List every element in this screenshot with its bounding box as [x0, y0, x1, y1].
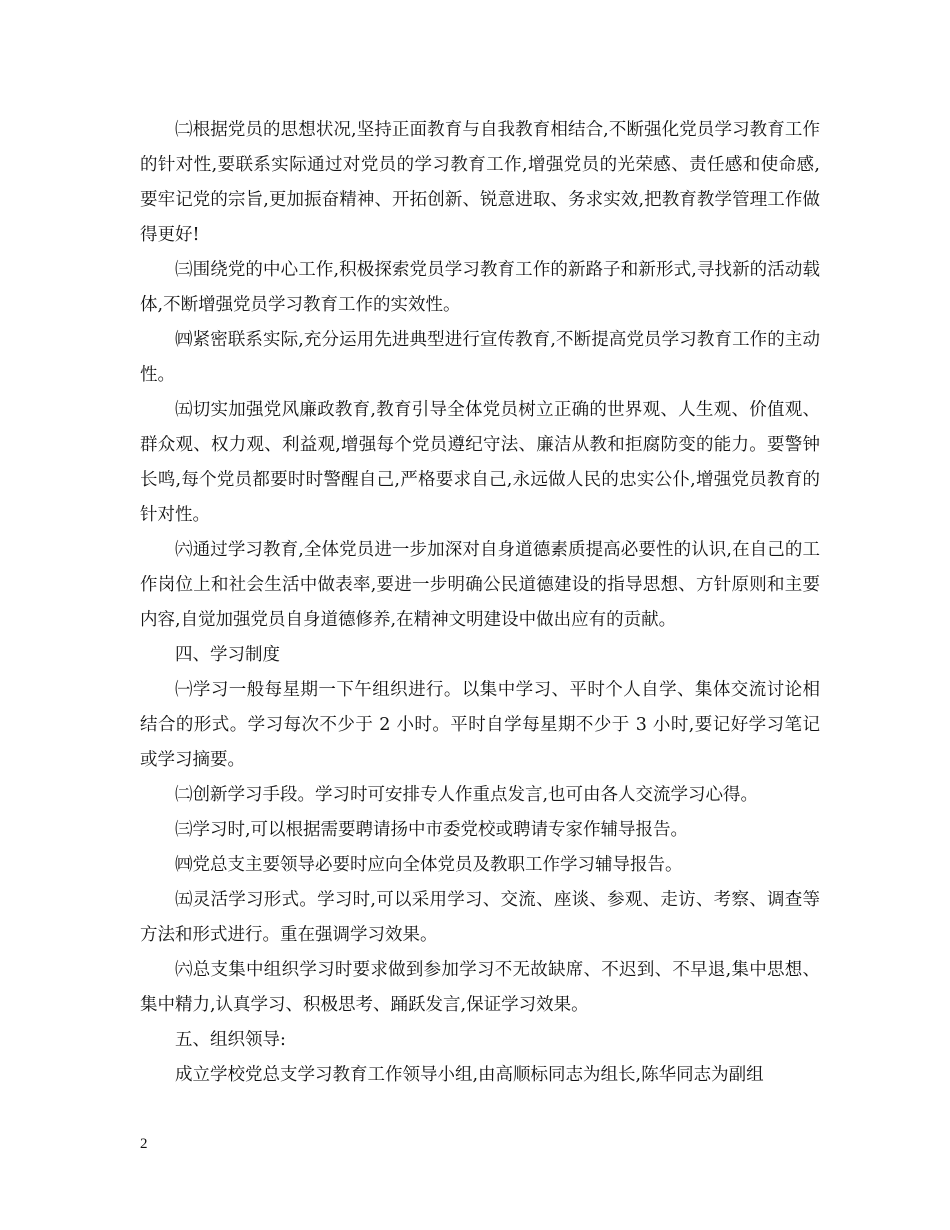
- section-heading-study-system: 四、学习制度: [175, 645, 280, 665]
- section-heading-leadership: 五、组织领导:: [175, 1030, 286, 1050]
- paragraph-party-member-education-6: ㈥通过学习教育,全体党员进一步加深对自身道德素质提高必要性的认识,在自己的工作岗位上和社会生活中做表率,要进一步明确公民道德建设的指导思想、方针原则和主要内容,自觉加强党员自身道德修养,在精神文明建设中做出应有的贡献。: [140, 540, 820, 630]
- paragraph-party-member-education-2: ㈡根据党员的思想状况,坚持正面教育与自我教育相结合,不断强化党员学习教育工作的针对性,要联系实际通过对党员的学习教育工作,增强党员的光荣感、责任感和使命感,要牢记党的宗旨,更加振奋精神、开拓创新、锐意进取、务求实效,把教育教学管理工作做得更好!: [140, 120, 820, 245]
- paragraph-study-system-5: ㈤灵活学习形式。学习时,可以采用学习、交流、座谈、参观、走访、考察、调查等方法和形式进行。重在强调学习效果。: [140, 890, 820, 945]
- paragraph-study-system-3: ㈢学习时,可以根据需要聘请扬中市委党校或聘请专家作辅导报告。: [175, 820, 689, 840]
- paragraph-study-system-4: ㈣党总支主要领导必要时应向全体党员及教职工作学习辅导报告。: [175, 855, 683, 875]
- paragraph-study-system-6: ㈥总支集中组织学习时要求做到参加学习不无故缺席、不迟到、不早退,集中思想、集中精力,认真学习、积极思考、踊跃发言,保证学习效果。: [140, 960, 820, 1015]
- paragraph-study-system-2: ㈡创新学习手段。学习时可安排专人作重点发言,也可由各人交流学习心得。: [175, 785, 759, 805]
- paragraph-party-member-education-4: ㈣紧密联系实际,充分运用先进典型进行宣传教育,不断提高党员学习教育工作的主动性。: [140, 330, 820, 385]
- paragraph-party-member-education-5: ㈤切实加强党风廉政教育,教育引导全体党员树立正确的世界观、人生观、价值观、群众观、权力观、利益观,增强每个党员遵纪守法、廉洁从教和拒腐防变的能力。要警钟长鸣,每个党员都要时时警醒自己,严格要求自己,永远做人民的忠实公仆,增强党员教育的针对性。: [140, 400, 820, 525]
- paragraph-party-member-education-3: ㈢围绕党的中心工作,积极探索党员学习教育工作的新路子和新形式,寻找新的活动载体,不断增强党员学习教育工作的实效性。: [140, 260, 820, 315]
- paragraph-leadership-1: 成立学校党总支学习教育工作领导小组,由高顺标同志为组长,陈华同志为副组: [175, 1065, 764, 1085]
- page-number: 2: [140, 1136, 148, 1152]
- paragraph-study-system-1: ㈠学习一般每星期一下午组织进行。以集中学习、平时个人自学、集体交流讨论相结合的形式。学习每次不少于 2 小时。平时自学每星期不少于 3 小时,要记好学习笔记或学习摘要。: [140, 680, 820, 770]
- document-body: [140, 113, 820, 1093]
